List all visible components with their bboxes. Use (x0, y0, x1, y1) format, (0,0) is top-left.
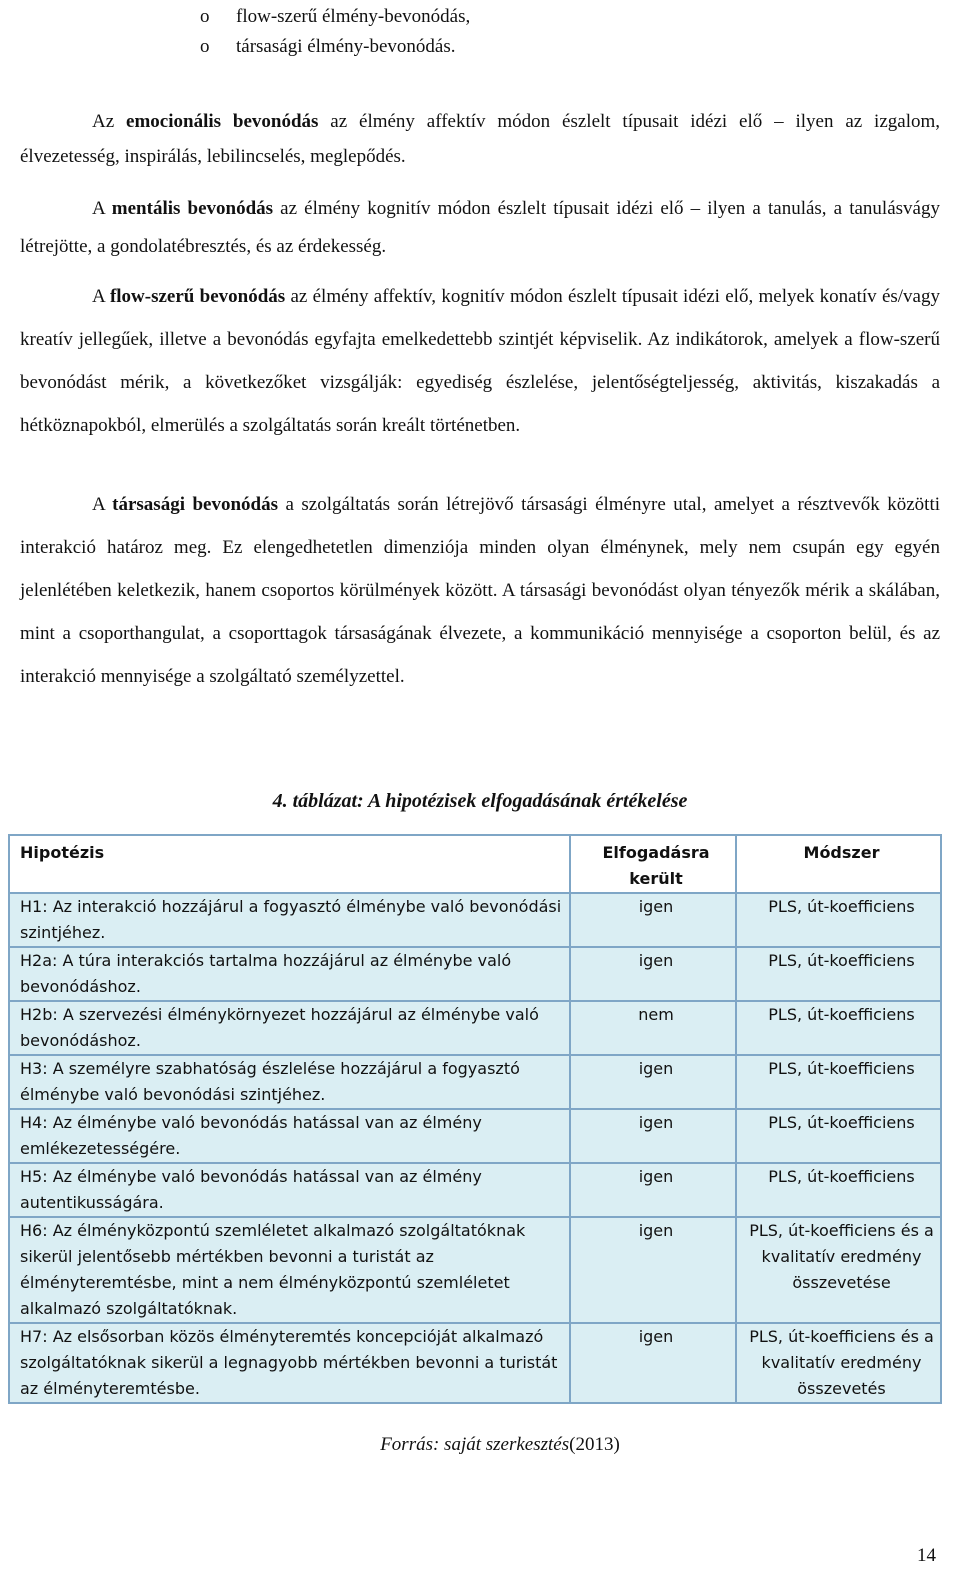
cell-method: PLS, út-koefficiens (736, 893, 941, 947)
cell-hypothesis: H1: Az interakció hozzájárul a fogyasztó élménybe való bevonódási szintjéhez. (9, 893, 570, 947)
table-row (9, 1163, 941, 1217)
table-row (9, 1055, 941, 1109)
bullet-list (200, 2, 470, 62)
list-item-text: társasági élmény-bevonódás. (236, 36, 456, 57)
header-hypothesis: Hipotézis (9, 835, 570, 893)
table-caption: 4. táblázat: A hipotézisek elfogadásának értékelése (272, 790, 688, 812)
cell-hypothesis: H2b: A szervezési élménykörnyezet hozzájárul az élménybe való bevonódáshoz. (9, 1001, 570, 1055)
table-row (9, 1323, 941, 1403)
cell-accepted: igen (570, 947, 736, 1001)
cell-accepted: nem (570, 1001, 736, 1055)
table-source (0, 1434, 960, 1456)
list-item-text: flow-szerű élmény-bevonódás, (236, 6, 471, 27)
cell-accepted: igen (570, 893, 736, 947)
list-item (200, 2, 470, 32)
paragraph-text: A (92, 198, 112, 219)
paragraph-flow (20, 275, 940, 447)
cell-method: PLS, út-koefficiens (736, 947, 941, 1001)
paragraph-text: A (92, 286, 110, 307)
cell-accepted: igen (570, 1109, 736, 1163)
paragraph-emotional (20, 104, 940, 174)
term-social: társasági bevonódás (112, 494, 278, 515)
paragraph-text: az élmény affektív módon észlelt típusait idézi elő – ilyen az izgalom, élvezetesség, inspirálás, lebilincselés, meglepődés. (20, 111, 940, 167)
term-mental: mentális bevonódás (111, 198, 274, 219)
paragraph-text: az élmény affektív, kognitív módon észlelt típusait idézi elő, melyek konatív és/vagy kreatív jellegűek, illetve a bevonódás egyfajta emelkedettebb szintjét képviselik. Az indikátorok, amelyek a flow-szerű bevonódást mérik, a következőket vizsgálják: egyediség észlelése, jelentőségteljesség, aktivitás, kiszakadás a hétköznapokból, elmerülés a szolgáltatás során kreált történetben. (20, 286, 940, 436)
cell-accepted: igen (570, 1323, 736, 1403)
page-number: 14 (917, 1545, 936, 1566)
paragraph-text: az élmény kognitív módon észlelt típusait idézi elő – ilyen a tanulás, a tanulásvágy létrejötte, a gondolatébresztés, és az érdekesség. (20, 198, 940, 257)
list-item (200, 32, 470, 62)
term-emotional: emocionális bevonódás (126, 111, 319, 132)
table-header-row (9, 835, 941, 893)
cell-accepted: igen (570, 1217, 736, 1323)
cell-hypothesis: H6: Az élményközpontú szemléletet alkalmazó szolgáltatóknak sikerül jelentősebb mértékben bevonni a turistát az élményteremtésbe, mint a nem élményközpontú szemléletet alkalmazó szolgáltatóknak. (9, 1217, 570, 1323)
table-row (9, 893, 941, 947)
table-row (9, 1001, 941, 1055)
cell-method: PLS, út-koefficiens és a kvalitatív eredmény összevetése (736, 1217, 941, 1323)
cell-method: PLS, út-koefficiens (736, 1001, 941, 1055)
table-row (9, 1217, 941, 1323)
bullet-marker: o (200, 36, 210, 57)
header-method: Módszer (736, 835, 941, 893)
cell-method: PLS, út-koefficiens és a kvalitatív eredmény összevetés (736, 1323, 941, 1403)
header-accepted: Elfogadásra került (570, 835, 736, 893)
paragraph-mental (20, 190, 940, 266)
table-row (9, 947, 941, 1001)
cell-hypothesis: H5: Az élménybe való bevonódás hatással van az élmény autentikusságára. (9, 1163, 570, 1217)
paragraph-text: a szolgáltatás során létrejövő társasági élményre utal, amelyet a résztvevők közötti interakció határoz meg. Ez elengedhetetlen dimenziója minden olyan élménynek, mely nem csupán egy egyén jelenlétében keletkezik, hanem csoportos körülmények között. A társasági bevonódást olyan tényezők mérik a skálában, mint a csoporthangulat, a csoporttagok társaságának élvezete, a kommunikáció mennyisége a csoporton belül, és az interakció mennyisége a szolgáltató személyzettel. (20, 494, 940, 687)
cell-hypothesis: H7: Az elsősorban közös élményteremtés koncepcióját alkalmazó szolgáltatóknak sikerül a legnagyobb mértékben bevonni a turistát az élményteremtésbe. (9, 1323, 570, 1403)
cell-hypothesis: H2a: A túra interakciós tartalma hozzájárul az élménybe való bevonódáshoz. (9, 947, 570, 1001)
table-row (9, 1109, 941, 1163)
paragraph-social (20, 483, 940, 698)
paragraph-text: A (92, 494, 113, 515)
source-text: Forrás: saját szerkesztés (380, 1434, 570, 1455)
cell-hypothesis: H4: Az élménybe való bevonódás hatással van az élmény emlékezetességére. (9, 1109, 570, 1163)
cell-method: PLS, út-koefficiens (736, 1109, 941, 1163)
paragraph-text: Az (92, 111, 127, 132)
source-year: (2013) (569, 1434, 620, 1455)
cell-accepted: igen (570, 1163, 736, 1217)
hypothesis-table (8, 834, 942, 1404)
term-flow: flow-szerű bevonódás (109, 286, 286, 307)
bullet-marker: o (200, 6, 210, 27)
cell-accepted: igen (570, 1055, 736, 1109)
cell-method: PLS, út-koefficiens (736, 1163, 941, 1217)
cell-method: PLS, út-koefficiens (736, 1055, 941, 1109)
cell-hypothesis: H3: A személyre szabhatóság észlelése hozzájárul a fogyasztó élménybe való bevonódási szintjéhez. (9, 1055, 570, 1109)
